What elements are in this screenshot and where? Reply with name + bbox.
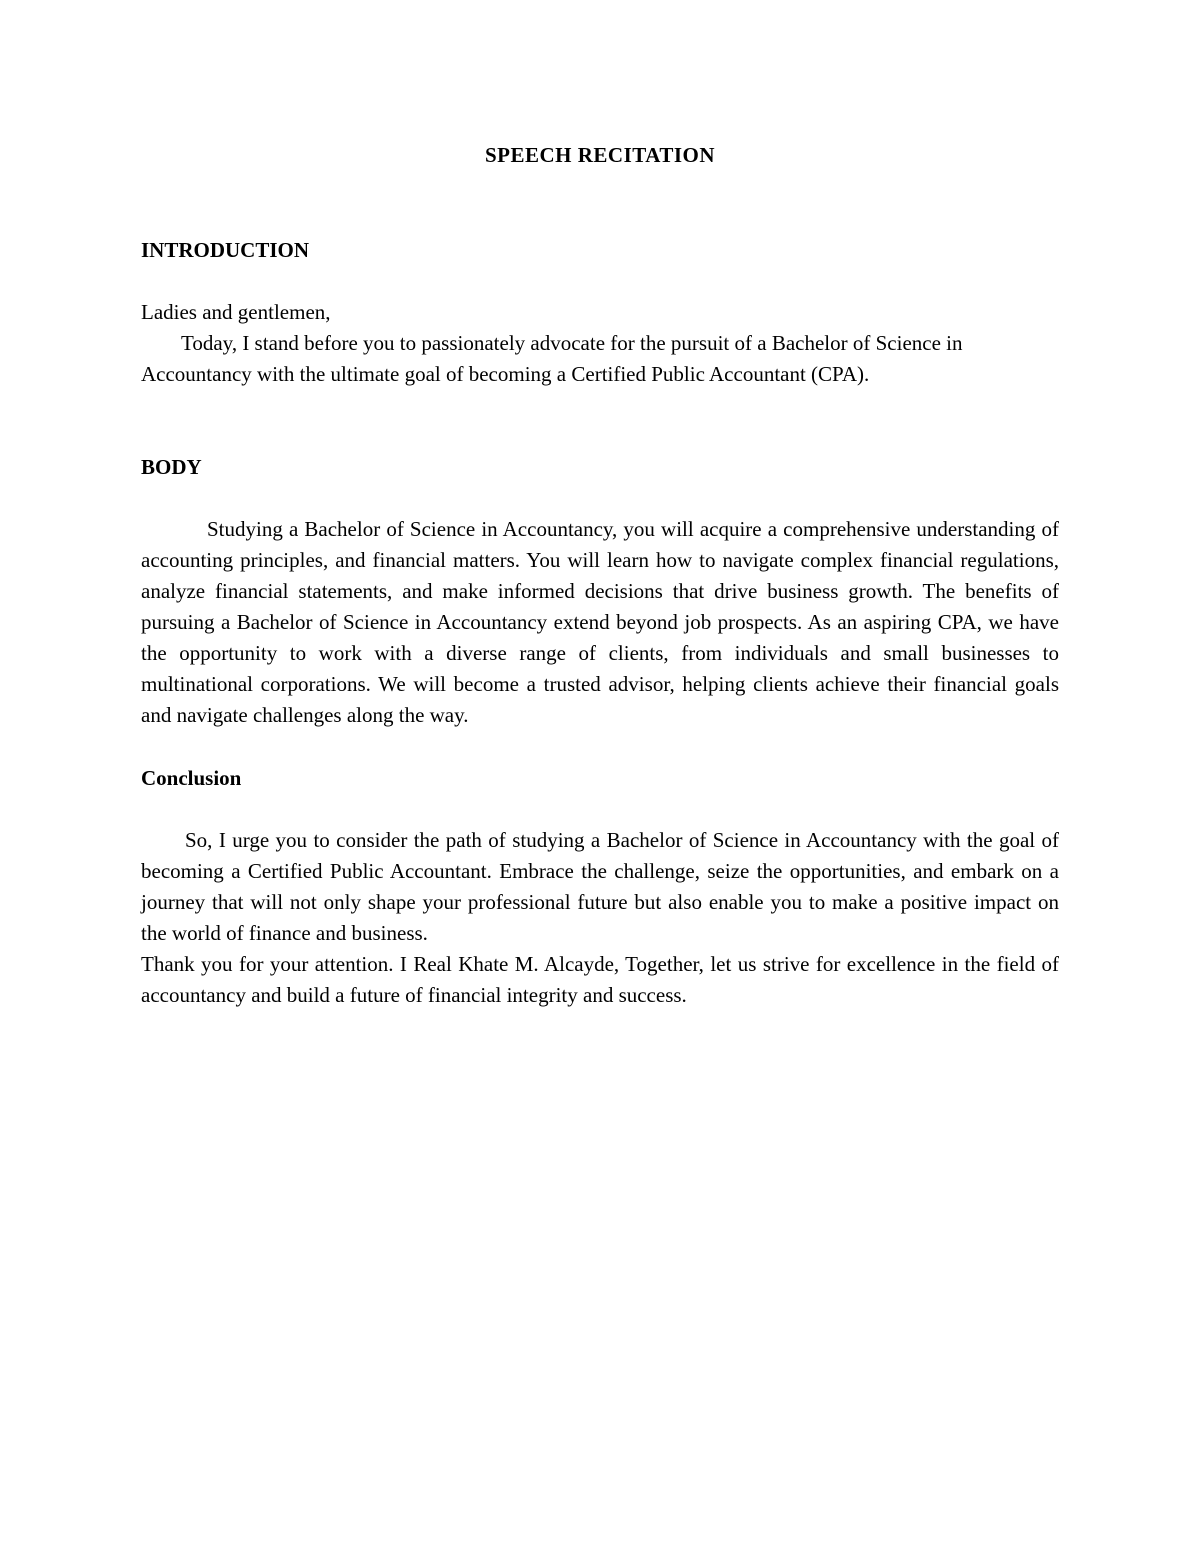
introduction-paragraph: Today, I stand before you to passionately advocate for the pursuit of a Bachelor of Science in Accountancy with the ultimate goal of becoming a Certified Public Accountant (CPA). — [141, 331, 963, 386]
document-content — [141, 140, 1059, 1011]
body-paragraph: Studying a Bachelor of Science in Accountancy, you will acquire a comprehensive understanding of accounting principles, and financial matters. You will learn how to navigate complex financial regulations, analyze financial statements, and make informed decisions that drive business growth. The benefits of pursuing a Bachelor of Science in Accountancy extend beyond job prospects. As an aspiring CPA, we have the opportunity to work with a diverse range of clients, from individuals and small businesses to multinational corporations. We will become a trusted advisor, helping clients achieve their financial goals and navigate challenges along the way. — [141, 517, 1059, 727]
closing-paragraph: Thank you for your attention. I Real Khate M. Alcayde, Together, let us strive for excellence in the field of accountancy and build a future of financial integrity and success. — [141, 952, 1059, 1007]
introduction-heading: INTRODUCTION — [141, 238, 310, 262]
introduction-greeting: Ladies and gentlemen, — [141, 300, 331, 324]
document-title: SPEECH RECITATION — [484, 143, 715, 167]
conclusion-heading: Conclusion — [141, 766, 242, 790]
conclusion-paragraph: So, I urge you to consider the path of studying a Bachelor of Science in Accountancy with the goal of becoming a Certified Public Accountant. Embrace the challenge, seize the opportunities, and embark on a journey that will not only shape your professional future but also enable you to make a positive impact on the world of finance and business. — [141, 828, 1059, 945]
body-heading: BODY — [141, 455, 202, 479]
